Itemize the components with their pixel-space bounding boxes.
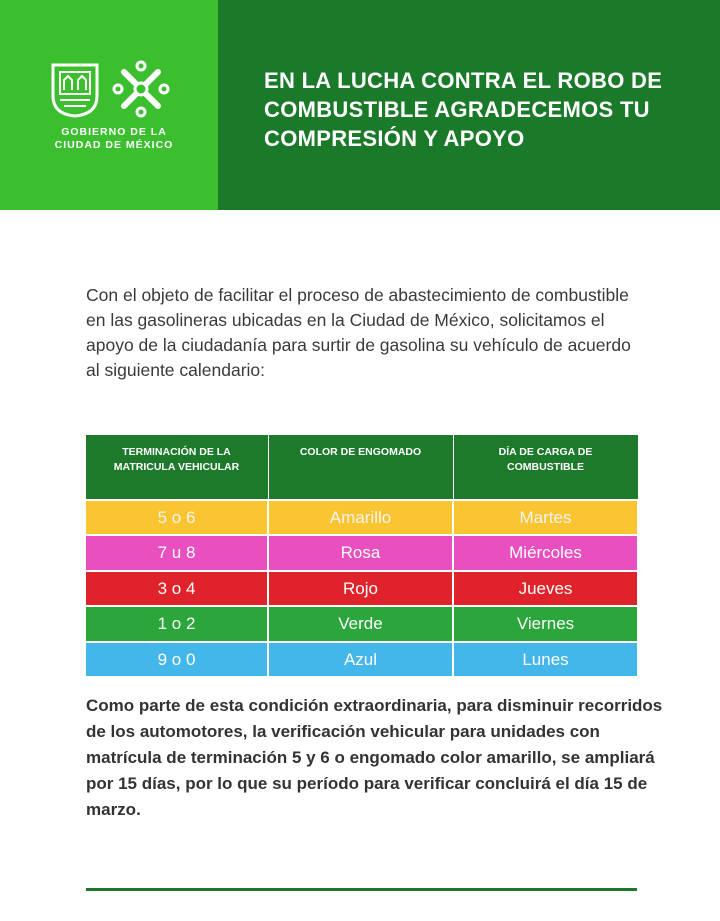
plate-ending-cell: 1 o 2 xyxy=(85,606,268,642)
plate-ending-cell: 5 o 6 xyxy=(85,500,268,535)
fuel-day-cell: Lunes xyxy=(453,642,638,677)
header-plate-ending: TERMINACIÓN DE LA MATRICULA VEHICULAR xyxy=(85,435,268,501)
closing-paragraph: Como parte de esta condición extraordinaria, para disminuir recorridos de los automotores, la verificación vehicular para unidades con matrícula de terminación 5 y 6 o engomado color amarillo, se ampliará por 15 días, por lo que su período para verificar concluirá el día 15 de marzo. xyxy=(86,696,663,819)
table-row xyxy=(85,642,638,677)
page-title: EN LA LUCHA CONTRA EL ROBO DE COMBUSTIBLE AGRADECEMOS TU COMPRESIÓN Y APOYO xyxy=(264,68,663,151)
sticker-color-cell: Verde xyxy=(268,606,453,642)
bottom-divider xyxy=(86,888,637,891)
government-name xyxy=(44,126,184,152)
table-header-row xyxy=(85,435,638,501)
sticker-color-cell: Rojo xyxy=(268,571,453,606)
header-fuel-day: DÍA DE CARGA DE COMBUSTIBLE xyxy=(453,435,638,501)
fuel-day-cell: Viernes xyxy=(453,606,638,642)
coat-of-arms-icon xyxy=(50,62,100,118)
logo-panel xyxy=(0,0,218,210)
fuel-day-cell: Jueves xyxy=(453,571,638,606)
table-row xyxy=(85,571,638,606)
header-banner xyxy=(0,0,720,210)
cdmx-logo-icon xyxy=(112,60,170,118)
fuel-day-cell: Martes xyxy=(453,500,638,535)
gov-name-line1: GOBIERNO DE LA xyxy=(61,126,167,138)
plate-ending-cell: 3 o 4 xyxy=(85,571,268,606)
table-row xyxy=(85,535,638,571)
sticker-color-cell: Rosa xyxy=(268,535,453,571)
title-panel xyxy=(218,0,720,210)
table-row xyxy=(85,606,638,642)
intro-paragraph: Con el objeto de facilitar el proceso de abastecimiento de combustible en las gasolineras ubicadas en la Ciudad de México, solicitamos el apoyo de la ciudadanía para surtir de gasolina su vehículo de acuerdo al siguiente calendario: xyxy=(86,285,631,380)
sticker-color-cell: Azul xyxy=(268,642,453,677)
gov-name-line2: CIUDAD DE MÉXICO xyxy=(54,139,174,151)
header-sticker-color: COLOR DE ENGOMADO xyxy=(268,435,453,501)
sticker-color-cell: Amarillo xyxy=(268,500,453,535)
plate-ending-cell: 9 o 0 xyxy=(85,642,268,677)
table-row xyxy=(85,500,638,535)
fuel-day-cell: Miércoles xyxy=(453,535,638,571)
plate-ending-cell: 7 u 8 xyxy=(85,535,268,571)
fuel-calendar-table xyxy=(84,434,639,678)
